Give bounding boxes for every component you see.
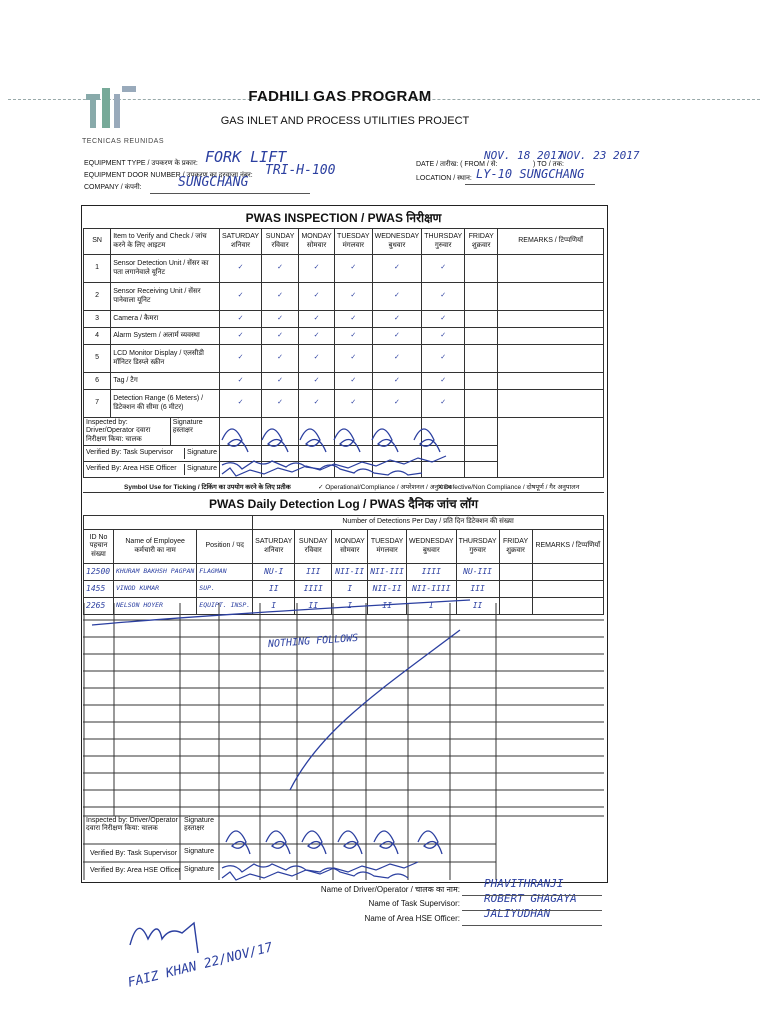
project-title: GAS INLET AND PROCESS UTILITIES PROJECT bbox=[220, 115, 470, 127]
log-count: NII-II bbox=[332, 564, 368, 581]
col-day-friday: FRIDAY शुक्रवार bbox=[465, 229, 498, 255]
row-item: LCD Monitor Display / एलसीडी मॉनिटर डिस्प्ले स्क्रीन bbox=[111, 345, 220, 373]
nothing-follows: NOTHING FOLLOWS bbox=[267, 632, 359, 651]
row-item: Sensor Detection Unit / सेंसर का पता लगानेवाले यूनिट bbox=[111, 255, 220, 283]
tick-mark: ✓ bbox=[219, 345, 261, 373]
row-item: Detection Range (6 Meters) / डिटेक्शन की सीमा (6 मीटर) bbox=[111, 390, 220, 418]
strike-line bbox=[92, 600, 470, 790]
row-item: Tag / टैग bbox=[111, 373, 220, 390]
tick-mark: ✓ bbox=[335, 328, 373, 345]
equipment-type-label: EQUIPMENT TYPE / उपकरण के प्रकार: bbox=[84, 160, 198, 167]
driver-name-value: PHAVITHRANJI bbox=[484, 877, 564, 890]
sig-label: Signature हस्ताक्षर bbox=[172, 419, 203, 435]
log-count: IIII bbox=[406, 564, 456, 581]
task-supervisor-value: ROBERT GHAGAYA bbox=[484, 892, 577, 905]
door-number-value: TRI-H-100 bbox=[265, 163, 336, 178]
inspection-title: PWAS INSPECTION / PWAS निरीक्षण bbox=[245, 211, 442, 225]
sig-label: Signature bbox=[187, 449, 217, 457]
tick-mark: ✓ bbox=[219, 311, 261, 328]
tick-mark: ✓ bbox=[335, 255, 373, 283]
tick-mark: ✓ bbox=[219, 328, 261, 345]
log-title: PWAS Daily Detection Log / PWAS दैनिक जांच लॉग bbox=[208, 497, 479, 511]
tick-mark: ✓ bbox=[262, 373, 299, 390]
tick-mark: ✓ bbox=[219, 283, 261, 311]
name-underline bbox=[462, 895, 602, 896]
signature-scribble bbox=[302, 831, 326, 854]
log-count: I bbox=[406, 598, 456, 615]
log-sig-label: Signature हस्ताक्षर bbox=[184, 817, 214, 832]
tick-mark: ✓ bbox=[335, 283, 373, 311]
name-underline bbox=[462, 925, 602, 926]
tick-mark: ✓ bbox=[335, 373, 373, 390]
tick-mark: ✓ bbox=[372, 345, 422, 373]
tick-mark: ✓ bbox=[422, 345, 465, 373]
sig-hse-label: Verified By: Area HSE Officer bbox=[84, 464, 185, 474]
log-count: III bbox=[456, 581, 499, 598]
col-day-monday: MONDAY सोमवार bbox=[299, 229, 335, 255]
signature-scribble bbox=[418, 831, 442, 854]
row-sn: 6 bbox=[84, 373, 111, 390]
task-supervisor-label: Name of Task Supervisor: bbox=[368, 899, 460, 908]
col-day-monday: MONDAY सोमवार bbox=[332, 530, 368, 564]
hse-officer-label: Name of Area HSE Officer: bbox=[364, 914, 460, 923]
log-id: 2265 bbox=[84, 598, 114, 615]
tick-mark: ✓ bbox=[372, 390, 422, 418]
log-count: II bbox=[295, 598, 332, 615]
tick-mark: ✓ bbox=[372, 283, 422, 311]
legend-bad: X Defective/Non Compliance / दोषपूर्ण / गैर अनुपालन bbox=[438, 484, 580, 491]
col-remarks: REMARKS / टिप्पणियाँ bbox=[532, 530, 603, 564]
col-item: Item to Verify and Check / जांच करने के लिए आइटम bbox=[111, 229, 220, 255]
tick-mark: ✓ bbox=[262, 328, 299, 345]
col-day-friday: FRIDAY शुक्रवार bbox=[499, 530, 532, 564]
tick-mark: ✓ bbox=[219, 255, 261, 283]
log-subheader: Number of Detections Per Day / प्रति दिन डिटेक्शन की संख्या bbox=[253, 516, 604, 530]
program-title: FADHILI GAS PROGRAM bbox=[248, 88, 432, 105]
col-remarks: REMARKS / टिप्पणियाँ bbox=[498, 229, 604, 255]
log-count: NU-III bbox=[456, 564, 499, 581]
tick-mark: ✓ bbox=[299, 255, 335, 283]
tick-mark: ✓ bbox=[372, 255, 422, 283]
tick-mark: ✓ bbox=[299, 345, 335, 373]
tick-mark: ✓ bbox=[422, 255, 465, 283]
tick-mark: ✓ bbox=[262, 345, 299, 373]
tick-mark: ✓ bbox=[335, 311, 373, 328]
log-name: VINOD KUMAR bbox=[114, 581, 197, 598]
tick-mark: ✓ bbox=[299, 311, 335, 328]
row-sn: 4 bbox=[84, 328, 111, 345]
sig-driver-label: Inspected by: Driver/Operator दवारा निरीक्षण किया: चालक bbox=[84, 418, 171, 444]
col-day-sunday: SUNDAY रविवार bbox=[262, 229, 299, 255]
company-value: SUNGCHANG bbox=[178, 175, 249, 190]
tick-mark: ✓ bbox=[422, 283, 465, 311]
signature-scribble bbox=[266, 831, 290, 854]
hse-officer-value: JALIYUDHAN bbox=[484, 907, 551, 920]
tick-mark: ✓ bbox=[422, 328, 465, 345]
handwritten-signature bbox=[130, 923, 198, 953]
log-name: NELSON HOYER bbox=[114, 598, 197, 615]
date-to-value: NOV. 23 2017 bbox=[560, 149, 640, 162]
company-brand: TECNICAS REUNIDAS bbox=[82, 138, 165, 145]
col-day-thursday: THURSDAY गुरुवार bbox=[422, 229, 465, 255]
log-sig-label-plain-2: Signature bbox=[184, 866, 214, 873]
tick-mark: ✓ bbox=[299, 283, 335, 311]
location-label: LOCATION / स्थान: bbox=[416, 175, 472, 182]
sig-label: Signature bbox=[187, 465, 217, 473]
signature-scribble bbox=[374, 831, 398, 854]
log-count: I bbox=[332, 598, 368, 615]
tick-mark: ✓ bbox=[219, 373, 261, 390]
log-count: II bbox=[368, 598, 407, 615]
log-position: SUP. bbox=[197, 581, 253, 598]
row-sn: 1 bbox=[84, 255, 111, 283]
col-name: Name of Employee कर्मचारी का नाम bbox=[114, 530, 197, 564]
col-day-tuesday: TUESDAY मंगलवार bbox=[368, 530, 407, 564]
col-day-wednesday: WEDNESDAY बुधवार bbox=[406, 530, 456, 564]
signature-scribble bbox=[226, 831, 250, 854]
tick-mark: ✓ bbox=[372, 328, 422, 345]
col-sn: SN bbox=[84, 229, 111, 255]
equipment-type-value: FORK LIFT bbox=[205, 148, 287, 166]
company-label: COMPANY / कंपनी: bbox=[84, 184, 142, 191]
log-sig-driver-label: Inspected by: Driver/Operator दवारा निरीक्षण किया: चालक bbox=[86, 817, 178, 832]
row-item: Camera / कैमरा bbox=[111, 311, 220, 328]
name-underline bbox=[462, 910, 602, 911]
log-count: NU-I bbox=[253, 564, 295, 581]
legend-symbol-use: Symbol Use for Ticking / टिकिंग का उपयोग करने के लिए प्रतीक bbox=[124, 484, 291, 491]
location-value: LY-10 SUNGCHANG bbox=[476, 167, 585, 181]
log-count: I bbox=[253, 598, 295, 615]
col-day-tuesday: TUESDAY मंगलवार bbox=[335, 229, 373, 255]
signature-scribble bbox=[338, 831, 362, 854]
log-position: FLAGMAN bbox=[197, 564, 253, 581]
log-id: 12500 bbox=[84, 564, 114, 581]
tick-mark: ✓ bbox=[335, 390, 373, 418]
tick-mark: ✓ bbox=[335, 345, 373, 373]
date-label: DATE / तारीख: ( FROM / से: bbox=[416, 161, 498, 168]
tick-mark: ✓ bbox=[299, 328, 335, 345]
log-count: III bbox=[295, 564, 332, 581]
log-sig-hse-label: Verified By: Area HSE Officer bbox=[90, 867, 181, 874]
legend-ok: ✓ Operational/Compliance / अपरेशनल / अनुपालन bbox=[318, 484, 452, 491]
tick-mark: ✓ bbox=[262, 390, 299, 418]
log-count: II bbox=[253, 581, 295, 598]
tick-mark: ✓ bbox=[299, 373, 335, 390]
tick-mark: ✓ bbox=[422, 390, 465, 418]
sig-task-label: Verified By: Task Supervisor bbox=[84, 448, 185, 458]
log-count: NII-III bbox=[368, 564, 407, 581]
door-number-label: EQUIPMENT DOOR NUMBER / उपकरण का दरवाजा नंबर: bbox=[84, 172, 253, 179]
tick-mark: ✓ bbox=[372, 373, 422, 390]
row-sn: 2 bbox=[84, 283, 111, 311]
log-sig-task-label: Verified By: Task Supervisor bbox=[90, 850, 178, 857]
log-position: EQUIPT. INSP. bbox=[197, 598, 253, 615]
tick-mark: ✓ bbox=[262, 311, 299, 328]
col-id: ID No पहचान संख्या bbox=[84, 530, 114, 564]
col-day-sunday: SUNDAY रविवार bbox=[295, 530, 332, 564]
date-from-value: NOV. 18 2017 bbox=[484, 149, 564, 162]
tick-mark: ✓ bbox=[262, 255, 299, 283]
log-count: NII-II bbox=[368, 581, 407, 598]
log-name: KHURAM BAKHSH PAGPAN bbox=[114, 564, 197, 581]
row-item: Alarm System / अलार्म व्यवस्था bbox=[111, 328, 220, 345]
date-to-label: ) TO / तक: bbox=[533, 161, 564, 168]
log-count: II bbox=[456, 598, 499, 615]
tick-mark: ✓ bbox=[422, 373, 465, 390]
row-item: Sensor Receiving Unit / सेंसर पानेवाला यूनिट bbox=[111, 283, 220, 311]
tick-mark: ✓ bbox=[262, 283, 299, 311]
row-sn: 7 bbox=[84, 390, 111, 418]
handwritten-note: FAIZ KHAN 22/NOV/17 bbox=[126, 940, 275, 991]
tick-mark: ✓ bbox=[372, 311, 422, 328]
tick-mark: ✓ bbox=[299, 390, 335, 418]
log-count: I bbox=[332, 581, 368, 598]
col-day-saturday: SATURDAY शनिवार bbox=[253, 530, 295, 564]
col-day-wednesday: WEDNESDAY बुधवार bbox=[372, 229, 422, 255]
log-id: 1455 bbox=[84, 581, 114, 598]
col-day-saturday: SATURDAY शनिवार bbox=[219, 229, 261, 255]
row-sn: 3 bbox=[84, 311, 111, 328]
tick-mark: ✓ bbox=[422, 311, 465, 328]
tick-mark: ✓ bbox=[219, 390, 261, 418]
log-task-signatures bbox=[222, 864, 408, 878]
col-position: Position / पद bbox=[197, 530, 253, 564]
log-count: IIII bbox=[295, 581, 332, 598]
log-sig-label-plain: Signature bbox=[184, 848, 214, 855]
col-day-thursday: THURSDAY गुरुवार bbox=[456, 530, 499, 564]
driver-name-label: Name of Driver/Operator / चालक का नाम: bbox=[320, 885, 460, 894]
log-driver-signatures bbox=[226, 831, 442, 854]
log-count: NII-IIII bbox=[406, 581, 456, 598]
row-sn: 5 bbox=[84, 345, 111, 373]
